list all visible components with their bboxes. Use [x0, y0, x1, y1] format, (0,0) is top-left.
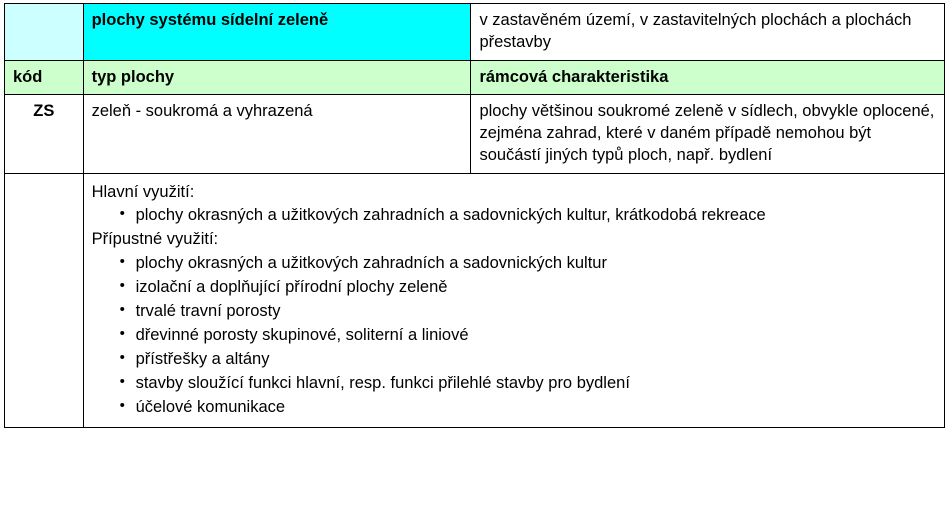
list-item: • dřevinné porosty skupinové, soliterní a liniové	[92, 325, 936, 347]
column-header-code: kód	[5, 60, 84, 95]
list-item: • trvalé travní porosty	[92, 301, 936, 323]
header-scope-cell: v zastavěném území, v zastavitelných plochách a plochách přestavby	[471, 4, 945, 61]
permitted-use-label: Přípustné využití:	[91, 230, 219, 249]
zoning-table	[4, 3, 945, 428]
list-item: • izolační a doplňující přírodní plochy zeleně	[92, 277, 936, 299]
list-item: • plochy okrasných a užitkových zahradních a sadovnických kultur	[92, 253, 936, 275]
column-header-characteristic: rámcová charakteristika	[471, 60, 945, 95]
table-column-header-row	[5, 60, 945, 95]
permitted-use-list	[92, 253, 936, 419]
header-empty-cell	[5, 4, 84, 61]
detail-content-cell	[83, 173, 944, 427]
main-use-label: Hlavní využití:	[91, 182, 195, 201]
table-header-row	[5, 4, 945, 61]
column-header-type: typ plochy	[83, 60, 471, 95]
list-item: • stavby sloužící funkci hlavní, resp. funkci přilehlé stavby pro bydlení	[92, 373, 936, 395]
main-use-list	[92, 205, 936, 227]
header-title-cell: plochy systému sídelní zeleně	[83, 4, 471, 61]
list-item: • účelové komunikace	[92, 397, 936, 419]
row-code-zs: ZS	[5, 95, 84, 173]
list-item: • plochy okrasných a užitkových zahradních a sadovnických kultur, krátkodobá rekreace	[92, 205, 936, 227]
row-characteristic-text: plochy většinou soukromé zeleně v sídlech, obvykle oplocené, zejména zahrad, které v daném případě nemohou být součástí jiných typů ploch, např. bydlení	[471, 95, 945, 173]
table-row	[5, 95, 945, 173]
table-detail-row	[5, 173, 945, 427]
list-item: • přístřešky a altány	[92, 349, 936, 371]
row-type-label: zeleň - soukromá a vyhrazená	[83, 95, 471, 173]
detail-code-spacer	[5, 173, 84, 427]
